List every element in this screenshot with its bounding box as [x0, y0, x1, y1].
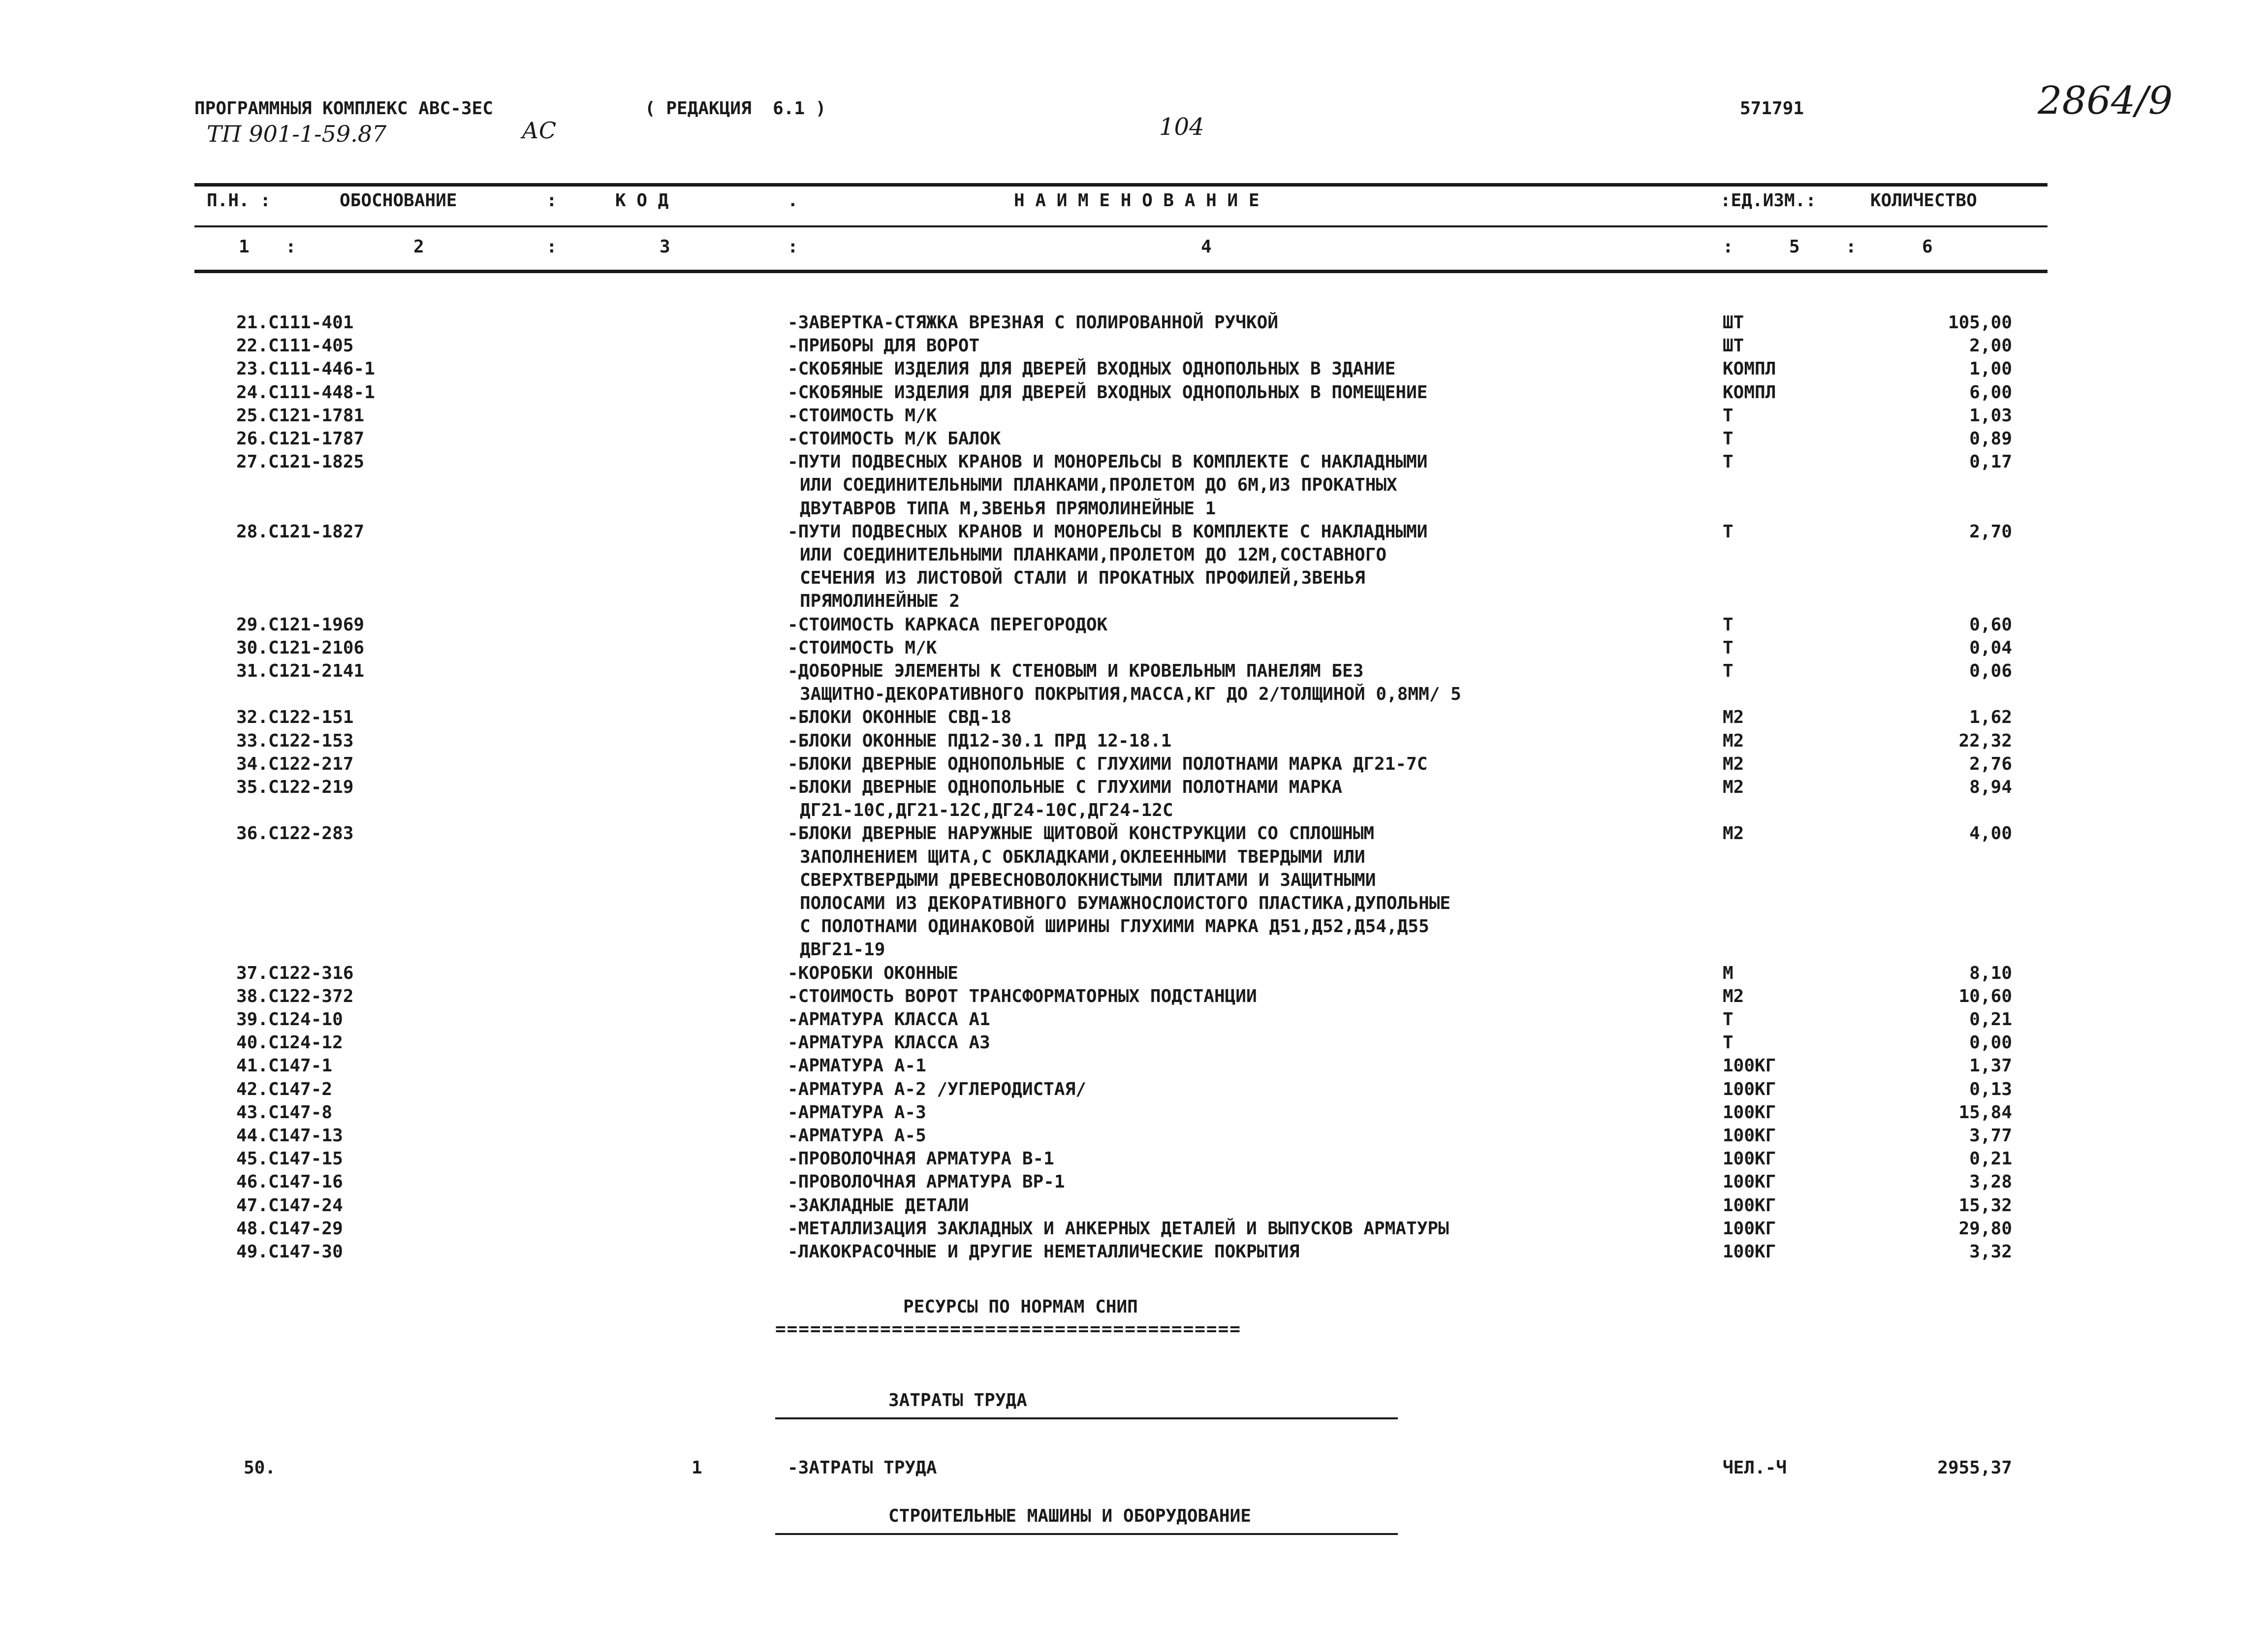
row-name-continuation: ПОЛОСАМИ ИЗ ДЕКОРАТИВНОГО БУМАЖНОСЛОИСТОГО ПЛАСТИКА,ДУПОЛЬНЫЕ: [800, 893, 1451, 913]
table-row: [0, 1196, 2268, 1216]
col-num-4: 4: [1201, 237, 1212, 257]
table-row: [0, 336, 2268, 356]
col-num-sep-4: :: [1723, 237, 1733, 257]
row-name: -СТОИМОСТЬ ВОРОТ ТРАНСФОРМАТОРНЫХ ПОДСТАНЦИИ: [788, 986, 1257, 1006]
doc-code: ТП 901-1-59.87: [207, 121, 387, 147]
row-name: -СКОБЯНЫЕ ИЗДЕЛИЯ ДЛЯ ДВЕРЕЙ ВХОДНЫХ ОДНОПОЛЬНЫХ В ЗДАНИЕ: [788, 359, 1396, 379]
row-name-continuation: ДВГ21-19: [800, 940, 885, 960]
row-quantity: 4,00: [1969, 823, 2012, 844]
row-number: 24.С111-448-1: [236, 382, 375, 403]
row-unit: М: [1723, 963, 1733, 983]
table-row: [0, 522, 2268, 542]
labor-title-rule: [775, 1417, 1398, 1419]
col-num-3: 3: [660, 237, 670, 257]
row-quantity: 29,80: [1958, 1219, 2012, 1239]
table-row: [0, 708, 2268, 727]
row-number: 33.С122-153: [236, 731, 354, 751]
row-number: 27.С121-1825: [236, 452, 365, 472]
row-quantity: 8,94: [1969, 777, 2012, 797]
labor-title: ЗАТРАТЫ ТРУДА: [888, 1390, 1027, 1410]
row-name: -БЛОКИ ДВЕРНЫЕ НАРУЖНЫЕ ЩИТОВОЙ КОНСТРУКЦИИ СО СПЛОШНЫМ: [788, 823, 1375, 844]
table-row: [0, 1219, 2268, 1239]
labor-row-code: 1: [692, 1458, 702, 1478]
row-number: 21.С111-401: [236, 313, 354, 333]
table-row: [0, 313, 2268, 333]
row-name: -ЛАКОКРАСОЧНЫЕ И ДРУГИЕ НЕМЕТАЛЛИЧЕСКИЕ ПОКРЫТИЯ: [788, 1242, 1300, 1262]
row-unit: Т: [1723, 522, 1733, 542]
col-num-6: 6: [1922, 237, 1933, 257]
row-quantity: 15,84: [1958, 1102, 2012, 1123]
row-name: -АРМАТУРА А-1: [788, 1056, 926, 1076]
row-name-continuation: ДГ21-10С,ДГ21-12С,ДГ24-10С,ДГ24-12С: [800, 800, 1173, 820]
row-name-continuation: ЗАЩИТНО-ДЕКОРАТИВНОГО ПОКРЫТИЯ,МАССА,КГ ДО 2/ТОЛЩИНОЙ 0,8ММ/ 5: [800, 684, 1461, 704]
row-unit: КОМПЛ: [1723, 359, 1776, 379]
table-row: [0, 1149, 2268, 1169]
row-unit: Т: [1723, 615, 1733, 635]
row-unit: 100КГ: [1723, 1172, 1776, 1192]
row-unit: М2: [1723, 754, 1744, 774]
row-name: -АРМАТУРА А-2 /УГЛЕРОДИСТАЯ/: [788, 1079, 1086, 1099]
table-row: [0, 731, 2268, 751]
col-num-1: 1: [239, 237, 250, 257]
row-unit: Т: [1723, 1009, 1733, 1030]
col-header-code: К О Д: [615, 190, 669, 211]
table-row: [0, 964, 2268, 983]
row-number: 39.С124-10: [236, 1009, 343, 1030]
table-row: [0, 1103, 2268, 1123]
table-row: [0, 1033, 2268, 1053]
labor-row-name: -ЗАТРАТЫ ТРУДА: [788, 1458, 937, 1478]
row-quantity: 2,70: [1969, 522, 2012, 542]
col-num-2: 2: [413, 237, 424, 257]
row-number: 49.С147-30: [236, 1242, 343, 1262]
row-name: -СТОИМОСТЬ М/К: [788, 406, 937, 426]
table-row: [0, 778, 2268, 797]
col-header-qty: КОЛИЧЕСТВО: [1870, 190, 1977, 211]
table-row: [0, 1056, 2268, 1076]
row-number: 42.С147-2: [236, 1079, 333, 1099]
table-row: [0, 383, 2268, 403]
row-number: 40.С124-12: [236, 1033, 343, 1053]
row-unit: КОМПЛ: [1723, 382, 1776, 403]
table-row: [0, 359, 2268, 379]
row-quantity: 0,60: [1969, 615, 2012, 635]
resources-title: РЕСУРСЫ ПО НОРМАМ СНИП: [903, 1297, 1138, 1317]
resources-underline: ========================================: [775, 1319, 1241, 1339]
table-row: [0, 754, 2268, 774]
serial-number: 571791: [1740, 98, 1804, 119]
row-number: 37.С122-316: [236, 963, 354, 983]
table-row: [0, 1080, 2268, 1099]
table-row: [0, 824, 2268, 844]
col-header-sep: :: [546, 190, 557, 211]
col-header-pn: П.Н. :: [207, 190, 271, 211]
col-num-sep-2: :: [546, 237, 557, 257]
row-quantity: 0,06: [1969, 661, 2012, 681]
row-quantity: 2,76: [1969, 754, 2012, 774]
row-quantity: 1,03: [1969, 406, 2012, 426]
row-name-continuation: ИЛИ СОЕДИНИТЕЛЬНЫМИ ПЛАНКАМИ,ПРОЛЕТОМ ДО 12М,СОСТАВНОГО: [800, 545, 1387, 565]
col-header-name: Н А И М Е Н О В А Н И Е: [1014, 190, 1260, 211]
row-name-continuation: ПРЯМОЛИНЕЙНЫЕ 2: [800, 591, 960, 611]
row-name: -ЗАКЛАДНЫЕ ДЕТАЛИ: [788, 1195, 969, 1216]
row-number: 47.С147-24: [236, 1195, 343, 1216]
col-num-sep-3: :: [788, 237, 798, 257]
row-quantity: 8,10: [1969, 963, 2012, 983]
row-unit: М2: [1723, 777, 1744, 797]
row-number: 31.С121-2141: [236, 661, 365, 681]
col-header-basis: ОБОСНОВАНИЕ: [340, 190, 457, 211]
row-quantity: 0,89: [1969, 429, 2012, 449]
row-number: 35.С122-219: [236, 777, 354, 797]
table-row: [0, 638, 2268, 658]
row-name: -ПУТИ ПОДВЕСНЫХ КРАНОВ И МОНОРЕЛЬСЫ В КОМПЛЕКТЕ С НАКЛАДНЫМИ: [788, 522, 1428, 542]
row-number: 26.С121-1787: [236, 429, 365, 449]
row-unit: Т: [1723, 661, 1733, 681]
row-quantity: 2,00: [1969, 336, 2012, 356]
row-quantity: 3,77: [1969, 1126, 2012, 1146]
row-name: -АРМАТУРА КЛАССА А3: [788, 1033, 990, 1053]
row-name: -КОРОБКИ ОКОННЫЕ: [788, 963, 958, 983]
row-quantity: 6,00: [1969, 382, 2012, 403]
row-number: 22.С111-405: [236, 336, 354, 356]
table-row: [0, 1126, 2268, 1146]
table-row: [0, 452, 2268, 472]
edition-label: ( РЕДАКЦИЯ 6.1 ): [645, 98, 826, 119]
col-num-5: 5: [1789, 237, 1800, 257]
row-unit: 100КГ: [1723, 1149, 1776, 1169]
table-row: [0, 1242, 2268, 1262]
row-quantity: 1,37: [1969, 1056, 2012, 1076]
labor-row-qty: 2955,37: [1937, 1458, 2012, 1478]
header-bottom-rule: [194, 270, 2048, 273]
header-top-rule: [194, 183, 2048, 187]
row-number: 32.С122-151: [236, 707, 354, 727]
machines-title-rule: [775, 1533, 1398, 1535]
section-code: АС: [522, 117, 557, 144]
row-unit: Т: [1723, 429, 1733, 449]
row-unit: 100КГ: [1723, 1056, 1776, 1076]
row-number: 43.С147-8: [236, 1102, 333, 1123]
row-unit: М2: [1723, 707, 1744, 727]
row-number: 38.С122-372: [236, 986, 354, 1006]
row-name: -СТОИМОСТЬ М/К БАЛОК: [788, 429, 1001, 449]
row-number: 44.С147-13: [236, 1126, 343, 1146]
row-quantity: 15,32: [1958, 1195, 2012, 1216]
row-number: 30.С121-2106: [236, 638, 365, 658]
row-name: -ДОБОРНЫЕ ЭЛЕМЕНТЫ К СТЕНОВЫМ И КРОВЕЛЬНЫМ ПАНЕЛЯМ БЕЗ: [788, 661, 1364, 681]
row-number: 48.С147-29: [236, 1219, 343, 1239]
table-row: [0, 429, 2268, 449]
program-name: ПРОГРАММНЫЯ КОМПЛЕКС АВС-3ЕС: [194, 98, 493, 119]
row-quantity: 1,00: [1969, 359, 2012, 379]
row-unit: ШТ: [1723, 313, 1744, 333]
row-unit: ШТ: [1723, 336, 1744, 356]
table-row: [0, 661, 2268, 681]
row-name: -БЛОКИ ОКОННЫЕ ПД12-30.1 ПРД 12-18.1: [788, 731, 1172, 751]
table-row: [0, 1172, 2268, 1192]
row-number: 34.С122-217: [236, 754, 354, 774]
labor-row-number: 50.: [244, 1458, 276, 1478]
row-number: 29.С121-1969: [236, 615, 365, 635]
col-header-unit: :ЕД.ИЗМ.:: [1720, 190, 1817, 211]
col-num-sep-1: :: [285, 237, 296, 257]
row-name-continuation: С ПОЛОТНАМИ ОДИНАКОВОЙ ШИРИНЫ ГЛУХИМИ МАРКА Д51,Д52,Д54,Д55: [800, 916, 1429, 937]
row-name: -СКОБЯНЫЕ ИЗДЕЛИЯ ДЛЯ ДВЕРЕЙ ВХОДНЫХ ОДНОПОЛЬНЫХ В ПОМЕЩЕНИЕ: [788, 382, 1428, 403]
row-unit: 100КГ: [1723, 1079, 1776, 1099]
row-name: -БЛОКИ ДВЕРНЫЕ ОДНОПОЛЬНЫЕ С ГЛУХИМИ ПОЛОТНАМИ МАРКА ДГ21-7С: [788, 754, 1428, 774]
row-name-continuation: ИЛИ СОЕДИНИТЕЛЬНЫМИ ПЛАНКАМИ,ПРОЛЕТОМ ДО 6М,ИЗ ПРОКАТНЫХ: [800, 475, 1397, 495]
row-quantity: 22,32: [1958, 731, 2012, 751]
row-quantity: 10,60: [1958, 986, 2012, 1006]
row-quantity: 1,62: [1969, 707, 2012, 727]
row-number: 25.С121-1781: [236, 406, 365, 426]
row-name: -ПРОВОЛОЧНАЯ АРМАТУРА В-1: [788, 1149, 1054, 1169]
table-row: [0, 406, 2268, 426]
row-name: -ЗАВЕРТКА-СТЯЖКА ВРЕЗНАЯ С ПОЛИРОВАННОЙ РУЧКОЙ: [788, 313, 1278, 333]
page-number: 104: [1159, 113, 1204, 141]
labor-row-unit: ЧЕЛ.-Ч: [1723, 1458, 1787, 1478]
row-number: 41.С147-1: [236, 1056, 333, 1076]
archive-stamp: 2864/9: [2038, 79, 2173, 123]
row-unit: М2: [1723, 731, 1744, 751]
row-unit: Т: [1723, 406, 1733, 426]
row-quantity: 0,04: [1969, 638, 2012, 658]
row-unit: Т: [1723, 452, 1733, 472]
row-unit: М2: [1723, 823, 1744, 844]
row-name: -ПУТИ ПОДВЕСНЫХ КРАНОВ И МОНОРЕЛЬСЫ В КОМПЛЕКТЕ С НАКЛАДНЫМИ: [788, 452, 1428, 472]
row-unit: Т: [1723, 1033, 1733, 1053]
row-quantity: 0,21: [1969, 1009, 2012, 1030]
col-num-sep-5: :: [1846, 237, 1857, 257]
row-name: -БЛОКИ ДВЕРНЫЕ ОДНОПОЛЬНЫЕ С ГЛУХИМИ ПОЛОТНАМИ МАРКА: [788, 777, 1343, 797]
row-unit: М2: [1723, 986, 1744, 1006]
row-number: 23.С111-446-1: [236, 359, 375, 379]
row-number: 28.С121-1827: [236, 522, 365, 542]
row-name: -СТОИМОСТЬ М/К: [788, 638, 937, 658]
header-mid-rule: [194, 225, 2048, 227]
table-row: [0, 1010, 2268, 1030]
row-unit: 100КГ: [1723, 1219, 1776, 1239]
row-name: -АРМАТУРА КЛАССА А1: [788, 1009, 990, 1030]
row-name-continuation: СЕЧЕНИЯ ИЗ ЛИСТОВОЙ СТАЛИ И ПРОКАТНЫХ ПРОФИЛЕЙ,ЗВЕНЬЯ: [800, 568, 1365, 588]
row-quantity: 0,00: [1969, 1033, 2012, 1053]
row-quantity: 105,00: [1948, 313, 2012, 333]
row-name-continuation: СВЕРХТВЕРДЫМИ ДРЕВЕСНОВОЛОКНИСТЫМИ ПЛИТАМИ И ЗАЩИТНЫМИ: [800, 870, 1376, 890]
row-unit: Т: [1723, 638, 1733, 658]
row-name: -БЛОКИ ОКОННЫЕ СВД-18: [788, 707, 1012, 727]
row-name: -МЕТАЛЛИЗАЦИЯ ЗАКЛАДНЫХ И АНКЕРНЫХ ДЕТАЛЕЙ И ВЫПУСКОВ АРМАТУРЫ: [788, 1219, 1449, 1239]
row-quantity: 0,13: [1969, 1079, 2012, 1099]
table-row: [0, 987, 2268, 1006]
row-quantity: 0,17: [1969, 452, 2012, 472]
row-unit: 100КГ: [1723, 1242, 1776, 1262]
row-quantity: 3,32: [1969, 1242, 2012, 1262]
col-header-dot: .: [788, 190, 798, 211]
row-quantity: 3,28: [1969, 1172, 2012, 1192]
labor-row: [0, 1458, 2268, 1478]
row-name: -АРМАТУРА А-3: [788, 1102, 926, 1123]
row-unit: 100КГ: [1723, 1102, 1776, 1123]
row-number: 46.С147-16: [236, 1172, 343, 1192]
row-number: 45.С147-15: [236, 1149, 343, 1169]
row-name: -ПРОВОЛОЧНАЯ АРМАТУРА ВР-1: [788, 1172, 1065, 1192]
machines-title: СТРОИТЕЛЬНЫЕ МАШИНЫ И ОБОРУДОВАНИЕ: [888, 1506, 1251, 1526]
row-name: -АРМАТУРА А-5: [788, 1126, 926, 1146]
row-name: -ПРИБОРЫ ДЛЯ ВОРОТ: [788, 336, 980, 356]
row-unit: 100КГ: [1723, 1126, 1776, 1146]
row-name-continuation: ДВУТАВРОВ ТИПА М,ЗВЕНЬЯ ПРЯМОЛИНЕЙНЫЕ 1: [800, 499, 1216, 519]
row-quantity: 0,21: [1969, 1149, 2012, 1169]
row-unit: 100КГ: [1723, 1195, 1776, 1216]
row-number: 36.С122-283: [236, 823, 354, 844]
row-name: -СТОИМОСТЬ КАРКАСА ПЕРЕГОРОДОК: [788, 615, 1108, 635]
row-name-continuation: ЗАПОЛНЕНИЕМ ЩИТА,С ОБКЛАДКАМИ,ОКЛЕЕННЫМИ ТВЕРДЫМИ ИЛИ: [800, 847, 1365, 867]
table-row: [0, 615, 2268, 635]
